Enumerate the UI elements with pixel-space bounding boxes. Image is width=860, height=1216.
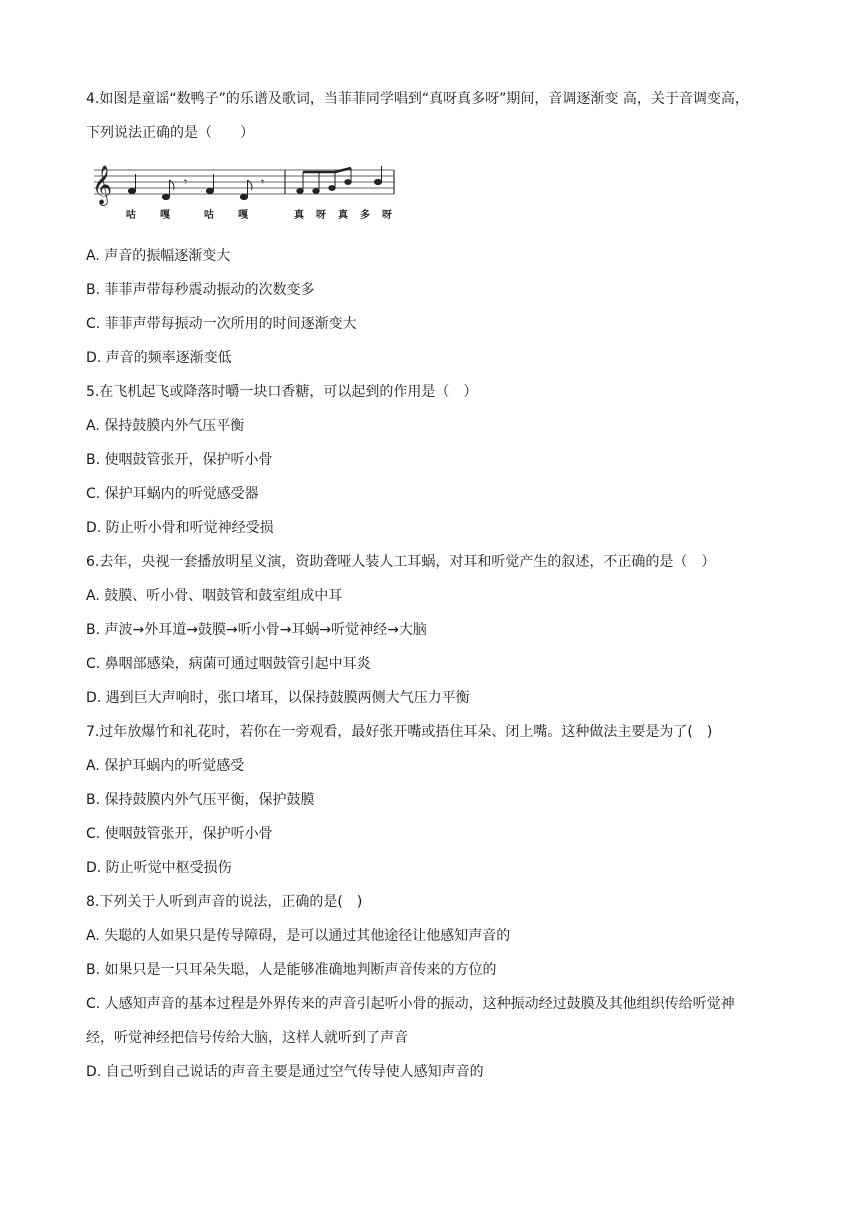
q6-option-c: C. 鼻咽部感染，病菌可通过咽鼓管引起中耳炎	[86, 656, 371, 672]
q7-option-d: D. 防止听觉中枢受损伤	[86, 860, 232, 876]
q8-stem: 8.下列关于人听到声音的说法，正确的是( )	[86, 894, 363, 910]
score-lyric: 多	[360, 210, 370, 221]
svg-text:𝄾: 𝄾	[184, 175, 188, 189]
q4-option-d: D. 声音的频率逐渐变低	[86, 350, 232, 366]
q4-option-a: A. 声音的振幅逐渐变大	[86, 248, 231, 264]
q8-option-a: A. 失聪的人如果只是传导障碍，是可以通过其他途径让他感知声音的	[86, 928, 511, 944]
q7-option-b: B. 保持鼓膜内外气压平衡，保护鼓膜	[86, 792, 315, 808]
q4-option-b: B. 菲菲声带每秒震动振动的次数变多	[86, 282, 315, 298]
score-lyric: 咕	[126, 210, 136, 221]
q8-option-d: D. 自己听到自己说话的声音主要是通过空气传导使人感知声音的	[86, 1064, 484, 1080]
q6-option-d: D. 遇到巨大声响时，张口堵耳，以保持鼓膜两侧大气压力平衡	[86, 690, 470, 706]
score-lyric: 呀	[316, 210, 326, 221]
music-score-svg	[88, 162, 400, 224]
q5-option-a: A. 保持鼓膜内外气压平衡	[86, 418, 245, 434]
q4-option-c: C. 菲菲声带每振动一次所用的时间逐渐变大	[86, 316, 357, 332]
score-lyric: 真	[294, 210, 304, 221]
score-lyric: 呀	[382, 210, 392, 221]
score-lyric: 真	[338, 210, 348, 221]
q5-option-d: D. 防止听小骨和听觉神经受损	[86, 520, 274, 536]
q8-option-c: C. 人感知声音的基本过程是外界传来的声音引起听小骨的振动，这种振动经过鼓膜及其他组织传给听觉神	[86, 996, 735, 1012]
q6-option-a: A. 鼓膜、听小骨、咽鼓管和鼓室组成中耳	[86, 588, 343, 604]
q4-stem-line2: 下列说法正确的是（ ）	[86, 125, 254, 141]
q5-option-b: B. 使咽鼓管张开，保护听小骨	[86, 452, 273, 468]
q8-option-c-continued: 经，听觉神经把信号传给大脑，这样人就听到了声音	[86, 1030, 408, 1046]
svg-text:𝄾: 𝄾	[261, 175, 265, 189]
q6-stem: 6.去年，央视一套播放明星义演，资助聋哑人装人工耳蜗，对耳和听觉产生的叙述，不正确的是（ ）	[86, 554, 716, 570]
q8-option-b: B. 如果只是一只耳朵失聪，人是能够准确地判断声音传来的方位的	[86, 962, 497, 978]
q6-option-b: B. 声波→外耳道→鼓膜→听小骨→耳蜗→听觉神经→大脑	[86, 622, 427, 638]
q7-stem: 7.过年放爆竹和礼花时，若你在一旁观看，最好张开嘴或捂住耳朵、闭上嘴。这种做法主要是为了( )	[86, 724, 713, 740]
q7-option-c: C. 使咽鼓管张开，保护听小骨	[86, 826, 273, 842]
q4-stem-line1: 4.如图是童谣“数鸭子”的乐谱及歌词，当菲菲同学唱到“真呀真多呀”期间，音调逐渐变 高，关于音调变高，	[86, 91, 749, 107]
q7-option-a: A. 保护耳蜗内的听觉感受	[86, 758, 245, 774]
score-lyric: 咕	[204, 210, 214, 221]
q5-stem: 5.在飞机起飞或降落时嚼一块口香糖，可以起到的作用是（ ）	[86, 384, 478, 400]
score-lyric: 嘎	[238, 210, 248, 221]
score-lyric: 嘎	[160, 210, 170, 221]
q5-option-c: C. 保护耳蜗内的听觉感受器	[86, 486, 259, 502]
music-score-image	[88, 162, 400, 224]
treble-clef-icon: 𝄞	[92, 165, 113, 205]
